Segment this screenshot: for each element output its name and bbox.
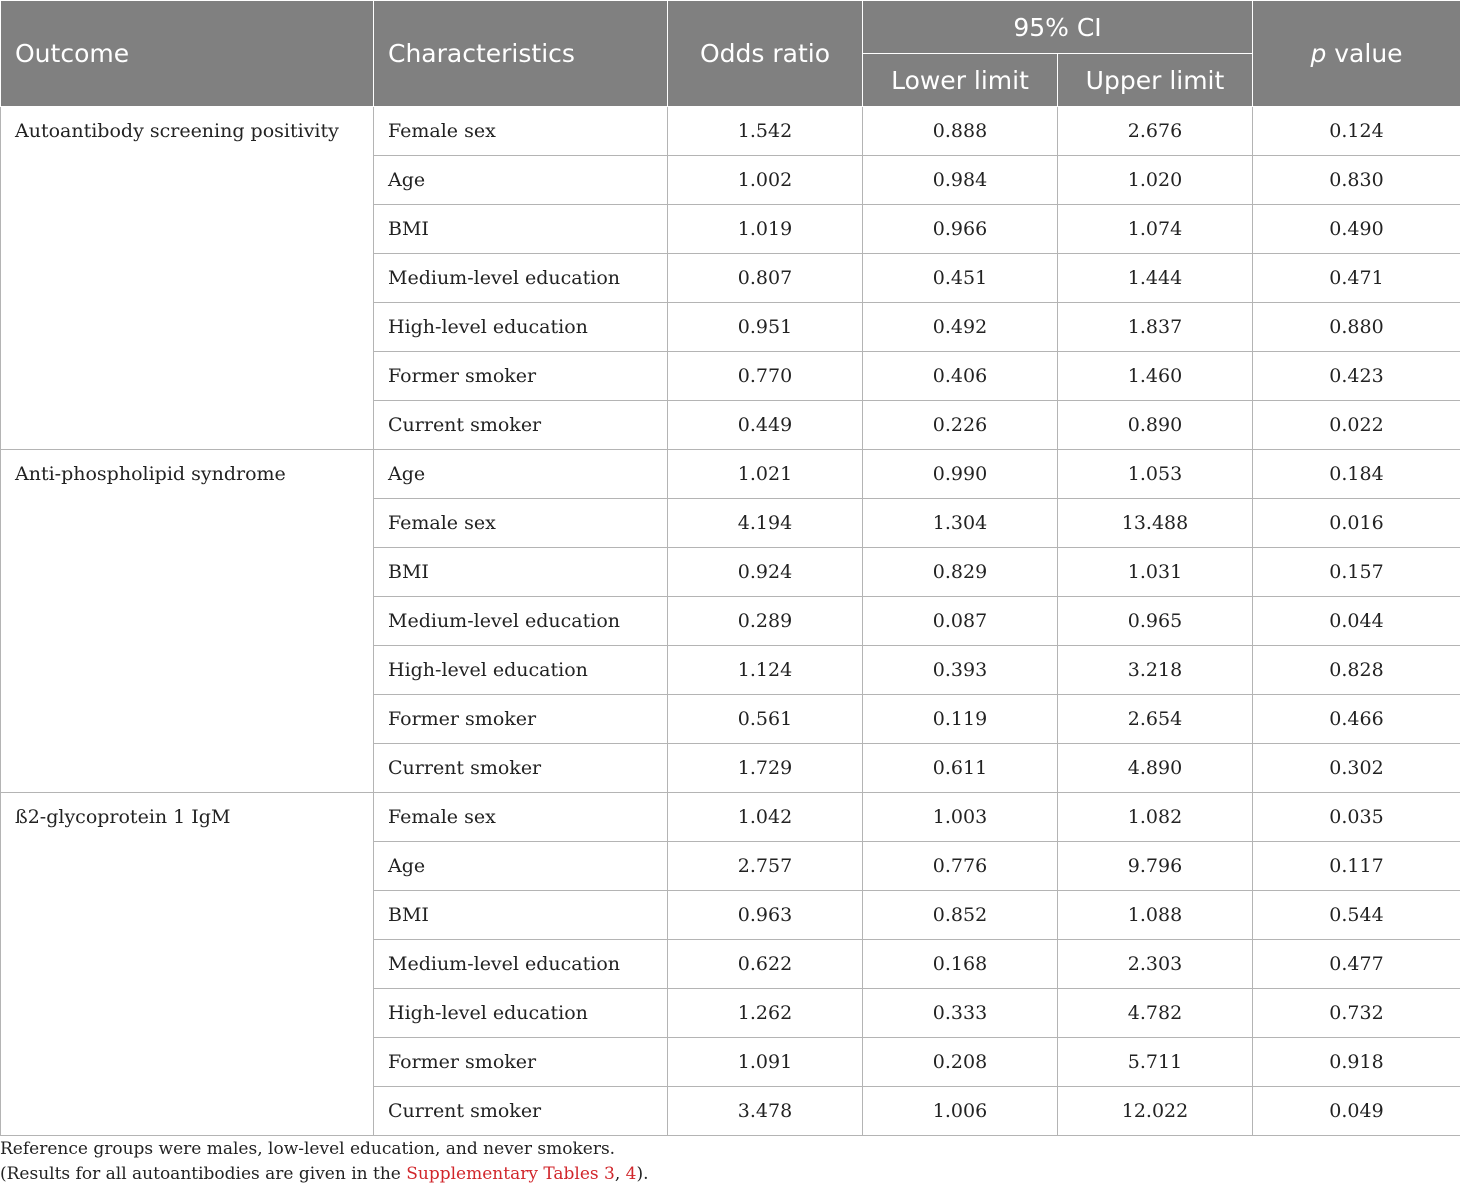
table-body bbox=[1, 107, 1460, 1136]
lower-limit-cell: 0.966 bbox=[863, 205, 1058, 254]
characteristic-cell: Female sex bbox=[374, 499, 668, 548]
characteristic-cell: Medium-level education bbox=[374, 597, 668, 646]
supplementary-tables-link[interactable]: Supplementary Tables 3 bbox=[406, 1164, 615, 1184]
lower-limit-cell: 1.304 bbox=[863, 499, 1058, 548]
p-value-cell: 0.124 bbox=[1253, 107, 1460, 156]
p-value-cell: 0.035 bbox=[1253, 793, 1460, 842]
upper-limit-cell: 0.890 bbox=[1058, 401, 1253, 450]
odds-ratio-cell: 2.757 bbox=[668, 842, 863, 891]
odds-ratio-cell: 1.042 bbox=[668, 793, 863, 842]
odds-ratio-cell: 4.194 bbox=[668, 499, 863, 548]
lower-limit-cell: 0.333 bbox=[863, 989, 1058, 1038]
header-outcome: Outcome bbox=[1, 1, 374, 107]
footnote-supplementary bbox=[0, 1162, 649, 1187]
lower-limit-cell: 0.208 bbox=[863, 1038, 1058, 1087]
upper-limit-cell: 3.218 bbox=[1058, 646, 1253, 695]
characteristic-cell: Medium-level education bbox=[374, 940, 668, 989]
outcome-cell: Anti-phospholipid syndrome bbox=[1, 450, 374, 793]
upper-limit-cell: 13.488 bbox=[1058, 499, 1253, 548]
upper-limit-cell: 0.965 bbox=[1058, 597, 1253, 646]
lower-limit-cell: 0.119 bbox=[863, 695, 1058, 744]
upper-limit-cell: 1.031 bbox=[1058, 548, 1253, 597]
upper-limit-cell: 5.711 bbox=[1058, 1038, 1253, 1087]
p-value-cell: 0.918 bbox=[1253, 1038, 1460, 1087]
odds-ratio-cell: 1.124 bbox=[668, 646, 863, 695]
odds-ratio-cell: 3.478 bbox=[668, 1087, 863, 1136]
odds-ratio-cell: 0.924 bbox=[668, 548, 863, 597]
characteristic-cell: High-level education bbox=[374, 303, 668, 352]
characteristic-cell: Female sex bbox=[374, 107, 668, 156]
lower-limit-cell: 0.852 bbox=[863, 891, 1058, 940]
characteristic-cell: Current smoker bbox=[374, 1087, 668, 1136]
p-value-cell: 0.423 bbox=[1253, 352, 1460, 401]
table-header bbox=[1, 1, 1460, 107]
lower-limit-cell: 0.393 bbox=[863, 646, 1058, 695]
characteristic-cell: BMI bbox=[374, 548, 668, 597]
upper-limit-cell: 4.890 bbox=[1058, 744, 1253, 793]
p-value-cell: 0.490 bbox=[1253, 205, 1460, 254]
upper-limit-cell: 2.303 bbox=[1058, 940, 1253, 989]
header-odds-ratio: Odds ratio bbox=[668, 1, 863, 107]
outcome-cell: Autoantibody screening positivity bbox=[1, 107, 374, 450]
table-row bbox=[1, 450, 1460, 499]
characteristic-cell: BMI bbox=[374, 891, 668, 940]
supplementary-table-4-link[interactable]: 4 bbox=[626, 1164, 637, 1184]
odds-ratio-cell: 1.019 bbox=[668, 205, 863, 254]
upper-limit-cell: 4.782 bbox=[1058, 989, 1253, 1038]
p-value-cell: 0.117 bbox=[1253, 842, 1460, 891]
odds-ratio-cell: 0.561 bbox=[668, 695, 863, 744]
p-value-cell: 0.828 bbox=[1253, 646, 1460, 695]
footnote-separator: , bbox=[615, 1164, 626, 1184]
lower-limit-cell: 0.888 bbox=[863, 107, 1058, 156]
characteristic-cell: Former smoker bbox=[374, 1038, 668, 1087]
upper-limit-cell: 1.444 bbox=[1058, 254, 1253, 303]
lower-limit-cell: 0.168 bbox=[863, 940, 1058, 989]
p-value-cell: 0.830 bbox=[1253, 156, 1460, 205]
upper-limit-cell: 1.074 bbox=[1058, 205, 1253, 254]
characteristic-cell: Medium-level education bbox=[374, 254, 668, 303]
upper-limit-cell: 2.654 bbox=[1058, 695, 1253, 744]
p-value-cell: 0.022 bbox=[1253, 401, 1460, 450]
odds-ratio-cell: 0.449 bbox=[668, 401, 863, 450]
footnote-end: ). bbox=[636, 1164, 648, 1184]
odds-ratio-cell: 1.542 bbox=[668, 107, 863, 156]
lower-limit-cell: 0.990 bbox=[863, 450, 1058, 499]
characteristic-cell: Current smoker bbox=[374, 744, 668, 793]
odds-ratio-cell: 0.622 bbox=[668, 940, 863, 989]
lower-limit-cell: 1.006 bbox=[863, 1087, 1058, 1136]
odds-ratio-cell: 0.770 bbox=[668, 352, 863, 401]
characteristic-cell: Age bbox=[374, 450, 668, 499]
table-row bbox=[1, 107, 1460, 156]
characteristic-cell: Female sex bbox=[374, 793, 668, 842]
p-value-cell: 0.184 bbox=[1253, 450, 1460, 499]
characteristic-cell: High-level education bbox=[374, 989, 668, 1038]
characteristic-cell: Former smoker bbox=[374, 695, 668, 744]
header-ci-group: 95% CI bbox=[863, 1, 1253, 54]
upper-limit-cell: 1.053 bbox=[1058, 450, 1253, 499]
p-value-cell: 0.466 bbox=[1253, 695, 1460, 744]
odds-ratio-cell: 0.963 bbox=[668, 891, 863, 940]
p-value-cell: 0.544 bbox=[1253, 891, 1460, 940]
lower-limit-cell: 0.087 bbox=[863, 597, 1058, 646]
lower-limit-cell: 0.492 bbox=[863, 303, 1058, 352]
lower-limit-cell: 0.776 bbox=[863, 842, 1058, 891]
header-p-value bbox=[1253, 1, 1460, 107]
characteristic-cell: Age bbox=[374, 156, 668, 205]
lower-limit-cell: 0.406 bbox=[863, 352, 1058, 401]
characteristic-cell: Age bbox=[374, 842, 668, 891]
odds-ratio-cell: 0.807 bbox=[668, 254, 863, 303]
odds-ratio-cell: 0.951 bbox=[668, 303, 863, 352]
p-value-cell: 0.477 bbox=[1253, 940, 1460, 989]
p-value-cell: 0.157 bbox=[1253, 548, 1460, 597]
upper-limit-cell: 9.796 bbox=[1058, 842, 1253, 891]
p-value-cell: 0.044 bbox=[1253, 597, 1460, 646]
header-p-rest: value bbox=[1326, 39, 1402, 68]
odds-ratio-cell: 0.289 bbox=[668, 597, 863, 646]
lower-limit-cell: 0.451 bbox=[863, 254, 1058, 303]
p-value-cell: 0.732 bbox=[1253, 989, 1460, 1038]
p-value-cell: 0.880 bbox=[1253, 303, 1460, 352]
header-lower-limit: Lower limit bbox=[863, 54, 1058, 107]
footnote-text: (Results for all autoantibodies are given in the bbox=[0, 1164, 406, 1184]
lower-limit-cell: 0.829 bbox=[863, 548, 1058, 597]
lower-limit-cell: 0.226 bbox=[863, 401, 1058, 450]
characteristic-cell: Current smoker bbox=[374, 401, 668, 450]
lower-limit-cell: 0.984 bbox=[863, 156, 1058, 205]
table-footnotes bbox=[0, 1137, 649, 1187]
upper-limit-cell: 1.460 bbox=[1058, 352, 1253, 401]
characteristic-cell: High-level education bbox=[374, 646, 668, 695]
upper-limit-cell: 1.082 bbox=[1058, 793, 1253, 842]
p-value-cell: 0.049 bbox=[1253, 1087, 1460, 1136]
characteristic-cell: BMI bbox=[374, 205, 668, 254]
upper-limit-cell: 1.020 bbox=[1058, 156, 1253, 205]
header-upper-limit: Upper limit bbox=[1058, 54, 1253, 107]
lower-limit-cell: 1.003 bbox=[863, 793, 1058, 842]
outcome-cell: ß2-glycoprotein 1 IgM bbox=[1, 793, 374, 1136]
p-value-cell: 0.302 bbox=[1253, 744, 1460, 793]
upper-limit-cell: 1.837 bbox=[1058, 303, 1253, 352]
lower-limit-cell: 0.611 bbox=[863, 744, 1058, 793]
footnote-reference-groups: Reference groups were males, low-level education, and never smokers. bbox=[0, 1137, 649, 1162]
odds-ratio-cell: 1.729 bbox=[668, 744, 863, 793]
odds-ratio-cell: 1.262 bbox=[668, 989, 863, 1038]
header-characteristics: Characteristics bbox=[374, 1, 668, 107]
table-row bbox=[1, 793, 1460, 842]
p-value-cell: 0.471 bbox=[1253, 254, 1460, 303]
upper-limit-cell: 1.088 bbox=[1058, 891, 1253, 940]
upper-limit-cell: 2.676 bbox=[1058, 107, 1253, 156]
odds-ratio-cell: 1.002 bbox=[668, 156, 863, 205]
characteristic-cell: Former smoker bbox=[374, 352, 668, 401]
odds-ratio-cell: 1.091 bbox=[668, 1038, 863, 1087]
odds-ratio-cell: 1.021 bbox=[668, 450, 863, 499]
upper-limit-cell: 12.022 bbox=[1058, 1087, 1253, 1136]
header-p-italic: p bbox=[1310, 39, 1326, 68]
p-value-cell: 0.016 bbox=[1253, 499, 1460, 548]
